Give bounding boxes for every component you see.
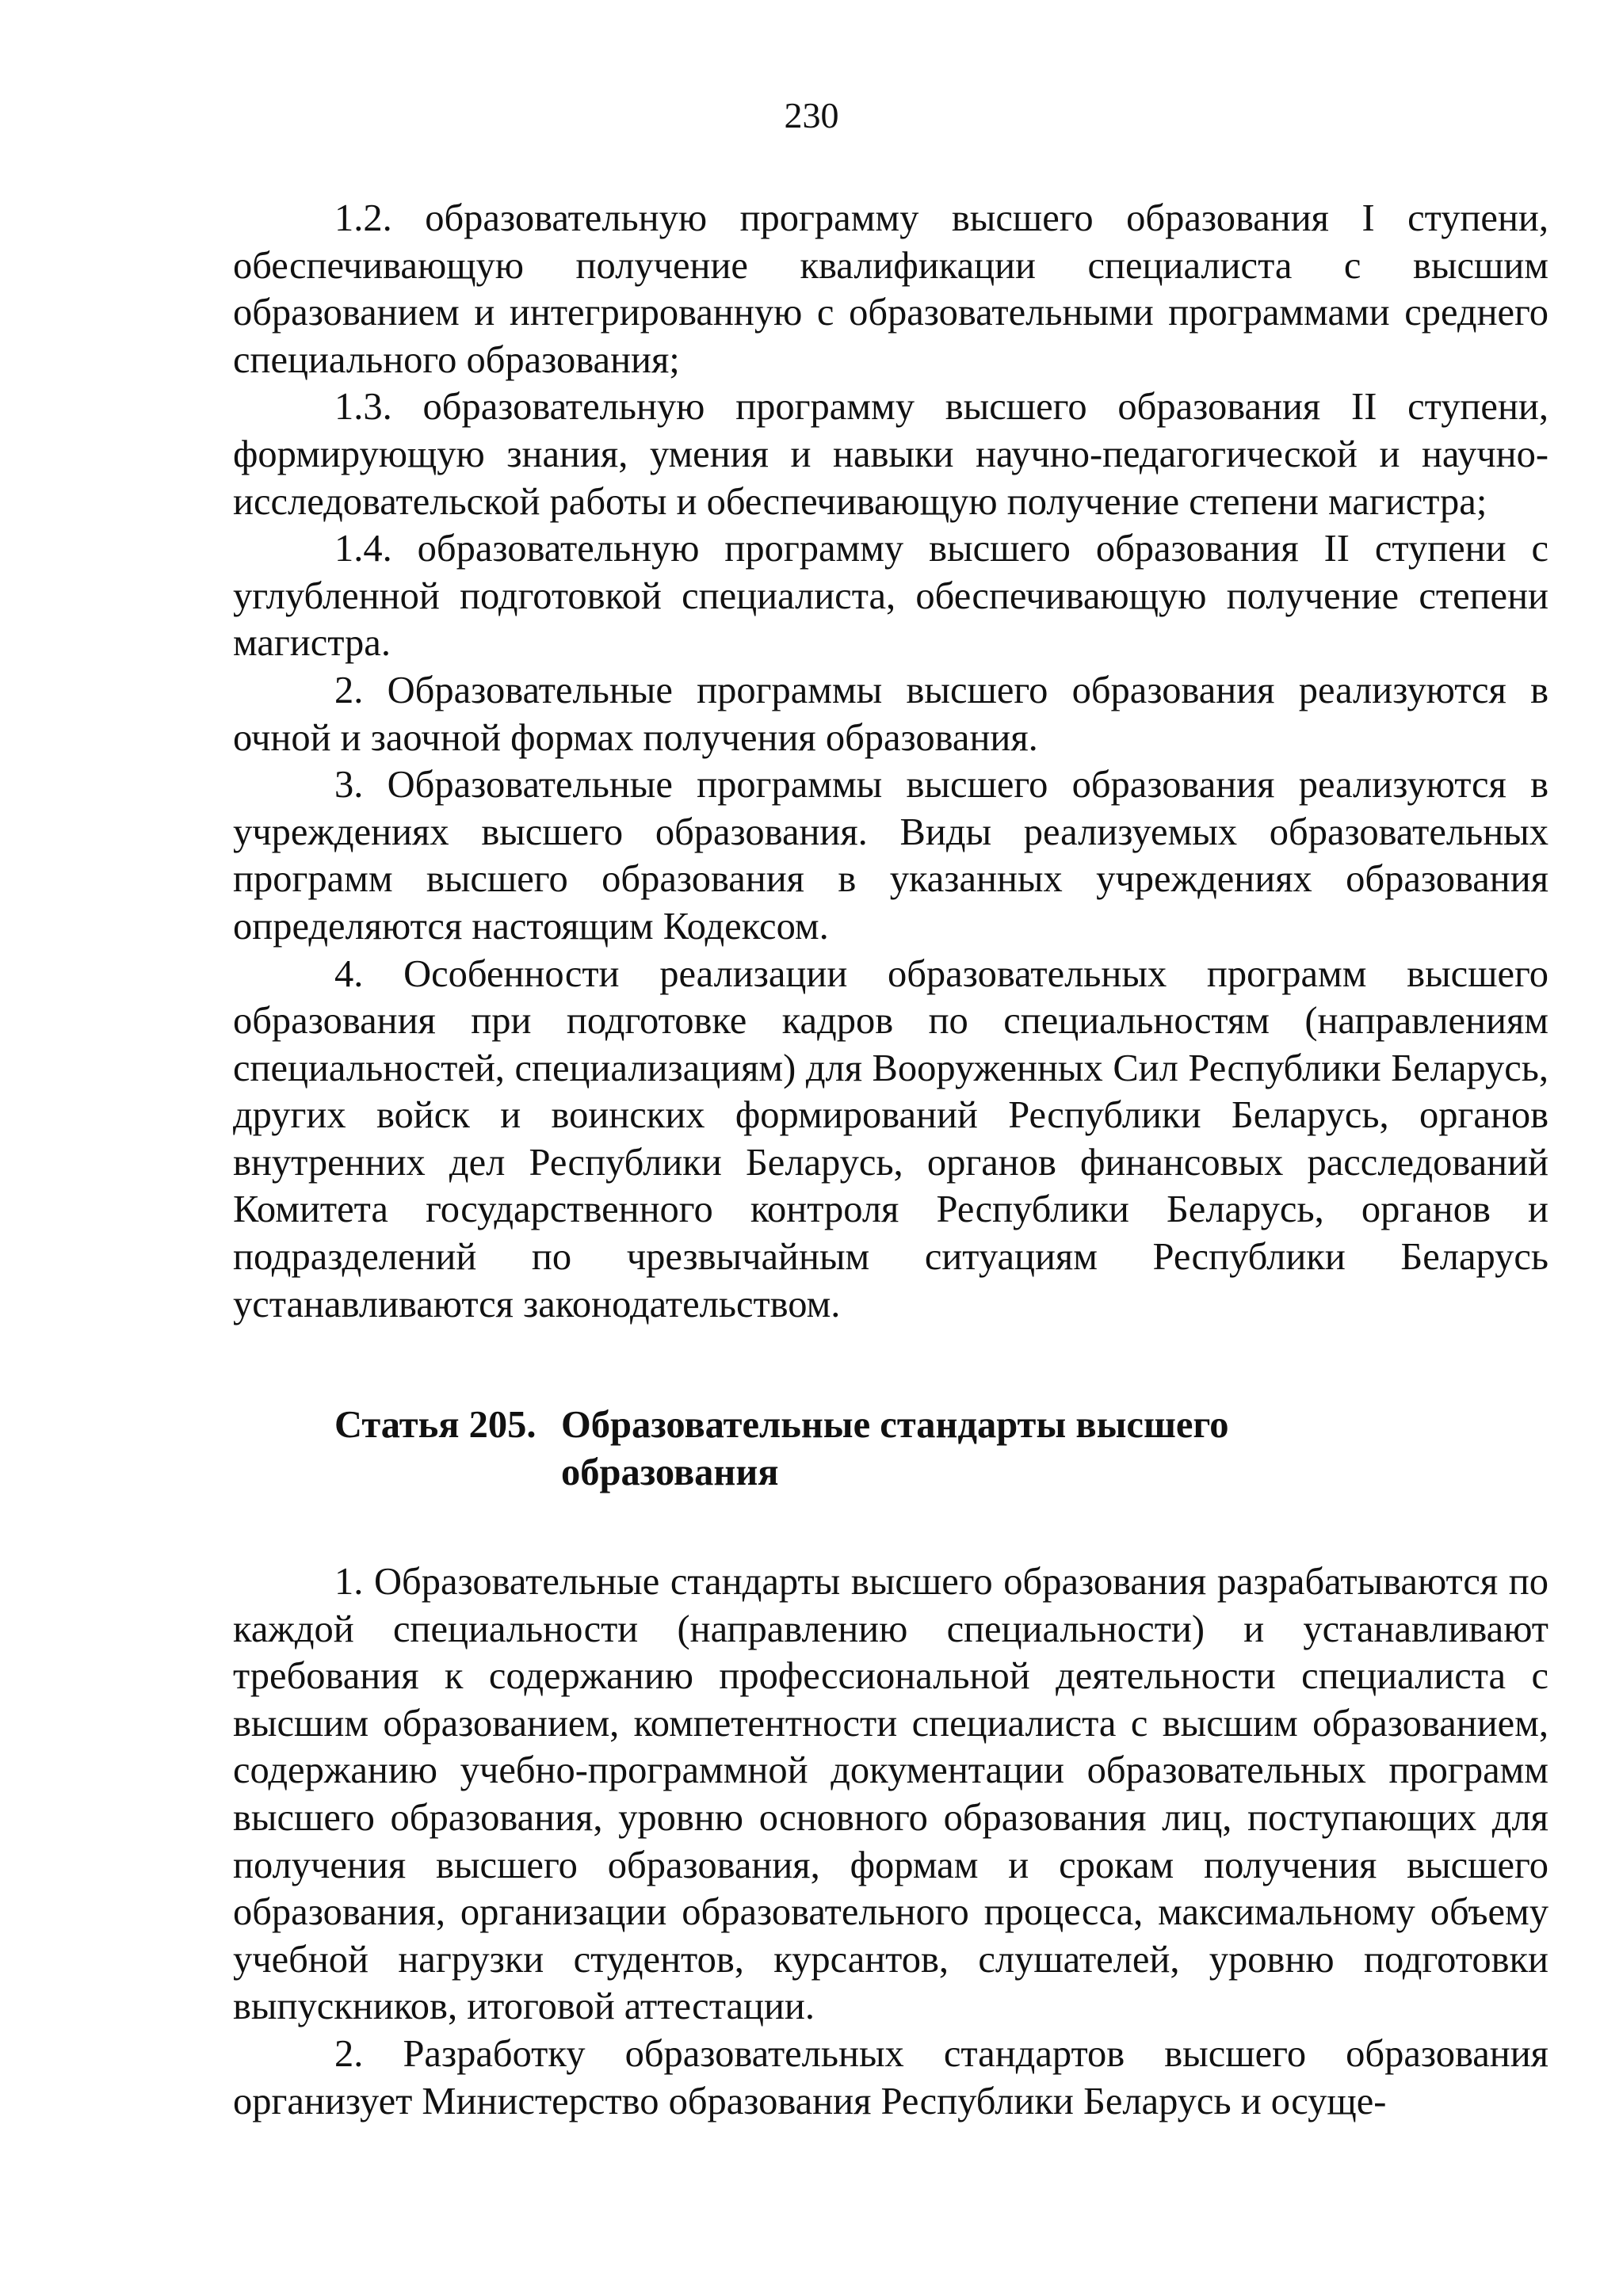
article-number: Статья 205. <box>334 1404 537 1446</box>
paragraph-1-3: 1.3. образовательную программу высшего образования II ступени, формирующую знания, умения и навыки научно-педагогической и научно-исследовательской работы и обеспечивающую получение степени магистра; <box>233 386 1549 523</box>
paragraph-2: 2. Образовательные программы высшего образования реализуются в очной и заочной формах получения образования. <box>233 669 1549 759</box>
paragraph-4: 4. Особенности реализации образовательных программ высшего образования при подготовке кадров по специальностям (направлениям специальностей, специализациям) для Вооруженных Сил Республики Беларусь, других войск и воинских формирований Республики Беларусь, органов внутренних дел Республики Беларусь, органов финансовых расследований Комитета государственного контроля Республики Беларусь, органов и подразделений по чрезвычайным ситуациям Республики Беларусь устанавливаются законодательством. <box>233 952 1549 1325</box>
page-number: 230 <box>784 95 839 135</box>
article-title: Образовательные стандарты высшего образования <box>561 1404 1229 1493</box>
article-paragraph-2: 2. Разработку образовательных стандартов высшего образования организует Министерство образования Республики Беларусь и осуще- <box>233 2032 1549 2122</box>
paragraph-3: 3. Образовательные программы высшего образования реализуются в учреждениях высшего образования. Виды реализуемых образовательных программ высшего образования в указанных учреждениях образования определяются настоящим Кодексом. <box>233 764 1549 948</box>
paragraph-1-4: 1.4. образовательную программу высшего образования II ступени с углубленной подготовкой специалиста, обеспечивающую получение степени магистра. <box>233 528 1549 665</box>
paragraphs-before-article <box>233 195 1549 1328</box>
paragraph-1-2: 1.2. образовательную программу высшего образования I ступени, обеспечивающую получение квалификации специалиста с высшим образованием и интегрированную с образовательными программами среднего специального образования; <box>233 197 1549 381</box>
article-heading <box>334 1402 1365 1496</box>
paragraphs-after-article <box>233 1558 1549 2125</box>
article-paragraph-1: 1. Образовательные стандарты высшего образования разрабатываются по каждой специальности (направлению специальности) и устанавливают требования к содержанию профессиональной деятельности специалиста с высшим образованием, компетентности специалиста с высшим образованием, содержанию учебно-программной документации образовательных программ высшего образования, уровню основного образования лиц, поступающих для получения высшего образования, формам и срокам получения высшего образования, организации образовательного процесса, максимальному объему учебной нагрузки студентов, курсантов, слушателей, уровню подготовки выпускников, итоговой аттестации. <box>233 1561 1549 2028</box>
